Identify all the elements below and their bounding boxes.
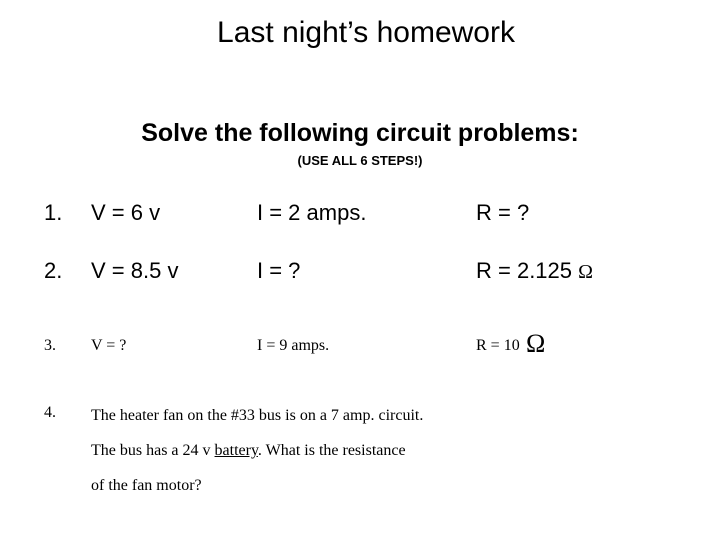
problem-4-line-2-end: . What is the resistance [257,442,406,459]
instruction-note: (USE ALL 6 STEPS!) [297,153,423,168]
problem-4-line-2-start: The bus has a 24 v [91,442,215,459]
battery-underlined-word: battery [214,442,258,459]
problem-2-resistance [476,258,593,284]
problem-4-number: 4. [44,404,56,421]
problem-1-current: I = 2 amps. [257,200,367,225]
problem-4-line-1: The heater fan on the #33 bus is on a 7 amp. circuit. [91,407,424,424]
problem-2-voltage: V = 8.5 v [91,258,179,283]
problem-1-resistance: R = ? [476,200,530,225]
slide-subtitle: Solve the following circuit problems: [141,119,579,147]
problem-3-current: I = 9 amps. [257,337,330,354]
problem-1-number: 1. [44,200,63,225]
ohm-symbol: Ω [526,329,546,358]
problem-2-number: 2. [44,258,63,283]
slide-title: Last night’s homework [217,16,515,49]
ohm-symbol: Ω [578,261,594,283]
problem-1-voltage: V = 6 v [91,200,161,225]
problem-3-voltage: V = ? [91,337,127,354]
problem-3-resistance: R = 10 [476,337,520,354]
problem-2-current: I = ? [257,258,301,283]
problem-4-line-2 [91,433,491,468]
problem-4-line-3: of the fan motor? [91,477,202,494]
problem-2-resistance-value: R = 2.125 [476,258,573,283]
problem-4-text [91,398,491,503]
problem-3-number: 3. [44,337,56,354]
